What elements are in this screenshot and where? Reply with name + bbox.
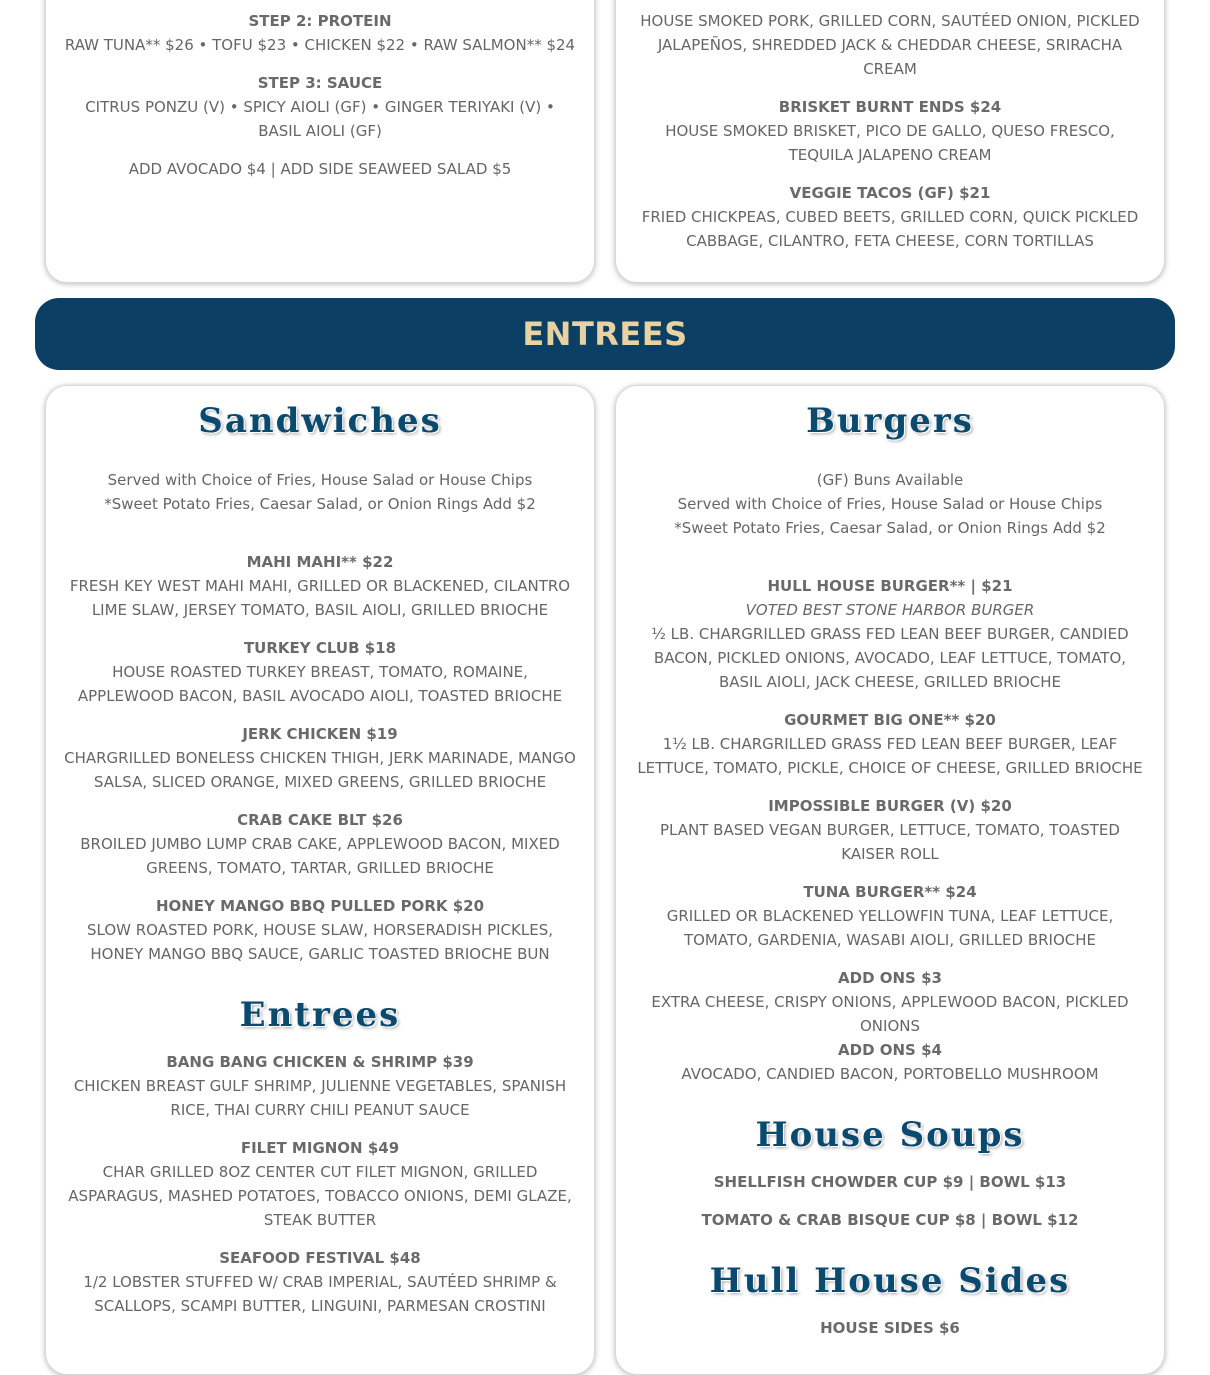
side-name: HOUSE SIDES $6: [820, 1319, 960, 1337]
soups-heading: House Soups: [755, 1115, 1025, 1155]
menu-item-name: BANG BANG CHICKEN & SHRIMP $39: [166, 1053, 474, 1071]
menu-item: [64, 722, 576, 794]
burgers-heading: Burgers: [806, 401, 974, 441]
menu-item: [64, 1136, 576, 1232]
menu-item-name: IMPOSSIBLE BURGER (V) $20: [768, 797, 1012, 815]
sandwiches-note: Served with Choice of Fries, House Salad or House Chips: [107, 471, 533, 489]
menu-item-desc: GRILLED OR BLACKENED YELLOWFIN TUNA, LEAF LETTUCE, TOMATO, GARDENIA, WASABI AIOLI, GRILLED BRIOCHE: [666, 907, 1114, 949]
soup-item: [634, 1170, 1146, 1194]
taco-name: BRISKET BURNT ENDS $24: [778, 98, 1002, 116]
menu-item-name: FILET MIGNON $49: [240, 1139, 400, 1157]
burgers-note: *Sweet Potato Fries, Caesar Salad, or Onion Rings Add $2: [674, 519, 1106, 537]
sandwiches-heading: Sandwiches: [198, 401, 442, 441]
step-3-options: CITRUS PONZU (V) • SPICY AIOLI (GF) • GINGER TERIYAKI (V) • BASIL AIOLI (GF): [85, 98, 555, 140]
addons-name: ADD ONS $3: [838, 969, 942, 987]
menu-item-name: HONEY MANGO BBQ PULLED PORK $20: [155, 897, 485, 915]
menu-item-desc: CHICKEN BREAST GULF SHRIMP, JULIENNE VEGETABLES, SPANISH RICE, THAI CURRY CHILI PEANUT SAUCE: [73, 1077, 567, 1119]
menu-item-desc: CHAR GRILLED 8OZ CENTER CUT FILET MIGNON, GRILLED ASPARAGUS, MASHED POTATOES, TOBACCO ONIONS, DEMI GLAZE, STEAK BUTTER: [68, 1163, 572, 1229]
burgers-note: (GF) Buns Available: [816, 471, 964, 489]
menu-item: [64, 894, 576, 966]
menu-item-name: TURKEY CLUB $18: [243, 639, 397, 657]
menu-item-name: GOURMET BIG ONE** $20: [784, 711, 996, 729]
menu-item-desc: 1/2 LOBSTER STUFFED W/ CRAB IMPERIAL, SAUTÉED SHRIMP & SCALLOPS, SCAMPI BUTTER, LINGUINI, PARMESAN CROSTINI: [83, 1273, 557, 1315]
menu-item-name: HULL HOUSE BURGER** | $21: [767, 577, 1013, 595]
menu-item: [634, 574, 1146, 694]
taco-partial-desc: HOUSE SMOKED PORK, GRILLED CORN, SAUTÉED ONION, PICKLED JALAPEÑOS, SHREDDED JACK & CHEDDAR CHEESE, SRIRACHA CREAM: [640, 12, 1140, 78]
tacos-card: [615, 0, 1165, 283]
menu-item: [634, 794, 1146, 866]
taco-desc: FRIED CHICKPEAS, CUBED BEETS, GRILLED CORN, QUICK PICKLED CABBAGE, CILANTRO, FETA CHEESE, CORN TORTILLAS: [641, 208, 1139, 250]
side-item: [634, 1316, 1146, 1340]
step-2-protein: [64, 9, 576, 57]
menu-item-desc: 1½ LB. CHARGRILLED GRASS FED LEAN BEEF BURGER, LEAF LETTUCE, TOMATO, PICKLE, CHOICE OF CHEESE, GRILLED BRIOCHE: [637, 735, 1143, 777]
burgers-soups-sides-card: [615, 385, 1165, 1375]
menu-item: [64, 550, 576, 622]
menu-item: [634, 708, 1146, 780]
menu-item-name: CRAB CAKE BLT $26: [237, 811, 403, 829]
taco-item-partial: [634, 9, 1146, 81]
poke-addons-text: ADD AVOCADO $4 | ADD SIDE SEAWEED SALAD $5: [128, 160, 512, 178]
soup-item: [634, 1208, 1146, 1232]
addons-item: [634, 966, 1146, 1038]
taco-item: [634, 181, 1146, 253]
menu-item-desc: ½ LB. CHARGRILLED GRASS FED LEAN BEEF BURGER, CANDIED BACON, PICKLED ONIONS, AVOCADO, LEAF LETTUCE, TOMATO, BASIL AIOLI, JACK CHEESE, GRILLED BRIOCHE: [651, 625, 1129, 691]
menu-item-name: SEAFOOD FESTIVAL $48: [219, 1249, 421, 1267]
taco-desc: HOUSE SMOKED BRISKET, PICO DE GALLO, QUESO FRESCO, TEQUILA JALAPENO CREAM: [665, 122, 1115, 164]
taco-item: [634, 95, 1146, 167]
step-3-sauce: [64, 71, 576, 143]
entrees-banner-title: ENTREES: [522, 315, 688, 353]
menu-item: [64, 1050, 576, 1122]
menu-item: [64, 636, 576, 708]
menu-item-desc: BROILED JUMBO LUMP CRAB CAKE, APPLEWOOD BACON, MIXED GREENS, TOMATO, TARTAR, GRILLED BRIOCHE: [80, 835, 560, 877]
menu-item-tagline: VOTED BEST STONE HARBOR BURGER: [745, 601, 1035, 619]
addons-name: ADD ONS $4: [838, 1041, 942, 1059]
poke-bowl-card: [45, 0, 595, 283]
poke-addons: [64, 157, 576, 181]
menu-item: [634, 880, 1146, 952]
taco-name: VEGGIE TACOS (GF) $21: [789, 184, 991, 202]
soup-name: TOMATO & CRAB BISQUE CUP $8 | BOWL $12: [701, 1211, 1079, 1229]
step-2-title: STEP 2: PROTEIN: [248, 12, 392, 30]
menu-item-desc: FRESH KEY WEST MAHI MAHI, GRILLED OR BLACKENED, CILANTRO LIME SLAW, JERSEY TOMATO, BASIL AIOLI, GRILLED BRIOCHE: [69, 577, 571, 619]
menu-item-desc: HOUSE ROASTED TURKEY BREAST, TOMATO, ROMAINE, APPLEWOOD BACON, BASIL AVOCADO AIOLI, TOASTED BRIOCHE: [77, 663, 563, 705]
menu-item-desc: CHARGRILLED BONELESS CHICKEN THIGH, JERK MARINADE, MANGO SALSA, SLICED ORANGE, MIXED GREENS, GRILLED BRIOCHE: [64, 749, 576, 791]
entrees-heading: Entrees: [239, 995, 401, 1035]
burgers-note: Served with Choice of Fries, House Salad or House Chips: [677, 495, 1103, 513]
menu-item-name: MAHI MAHI** $22: [246, 553, 394, 571]
addons-desc: EXTRA CHEESE, CRISPY ONIONS, APPLEWOOD BACON, PICKLED ONIONS: [651, 993, 1129, 1035]
step-3-title: STEP 3: SAUCE: [257, 74, 383, 92]
soup-name: SHELLFISH CHOWDER CUP $9 | BOWL $13: [713, 1173, 1067, 1191]
step-2-options: RAW TUNA** $26 • TOFU $23 • CHICKEN $22 • RAW SALMON** $24: [64, 36, 576, 54]
sides-heading: Hull House Sides: [709, 1261, 1071, 1301]
menu-item-desc: PLANT BASED VEGAN BURGER, LETTUCE, TOMATO, TOASTED KAISER ROLL: [660, 821, 1120, 863]
sandwiches-note: *Sweet Potato Fries, Caesar Salad, or Onion Rings Add $2: [104, 495, 536, 513]
sandwiches-entrees-card: [45, 385, 595, 1375]
menu-item-name: JERK CHICKEN $19: [242, 725, 398, 743]
menu-item-name: TUNA BURGER** $24: [803, 883, 977, 901]
menu-item: [64, 808, 576, 880]
addons-desc: AVOCADO, CANDIED BACON, PORTOBELLO MUSHROOM: [681, 1065, 1099, 1083]
entrees-banner: [35, 298, 1175, 370]
menu-item: [64, 1246, 576, 1318]
menu-item-desc: SLOW ROASTED PORK, HOUSE SLAW, HORSERADISH PICKLES, HONEY MANGO BBQ SAUCE, GARLIC TOASTED BRIOCHE BUN: [87, 921, 553, 963]
addons-item: [634, 1038, 1146, 1086]
